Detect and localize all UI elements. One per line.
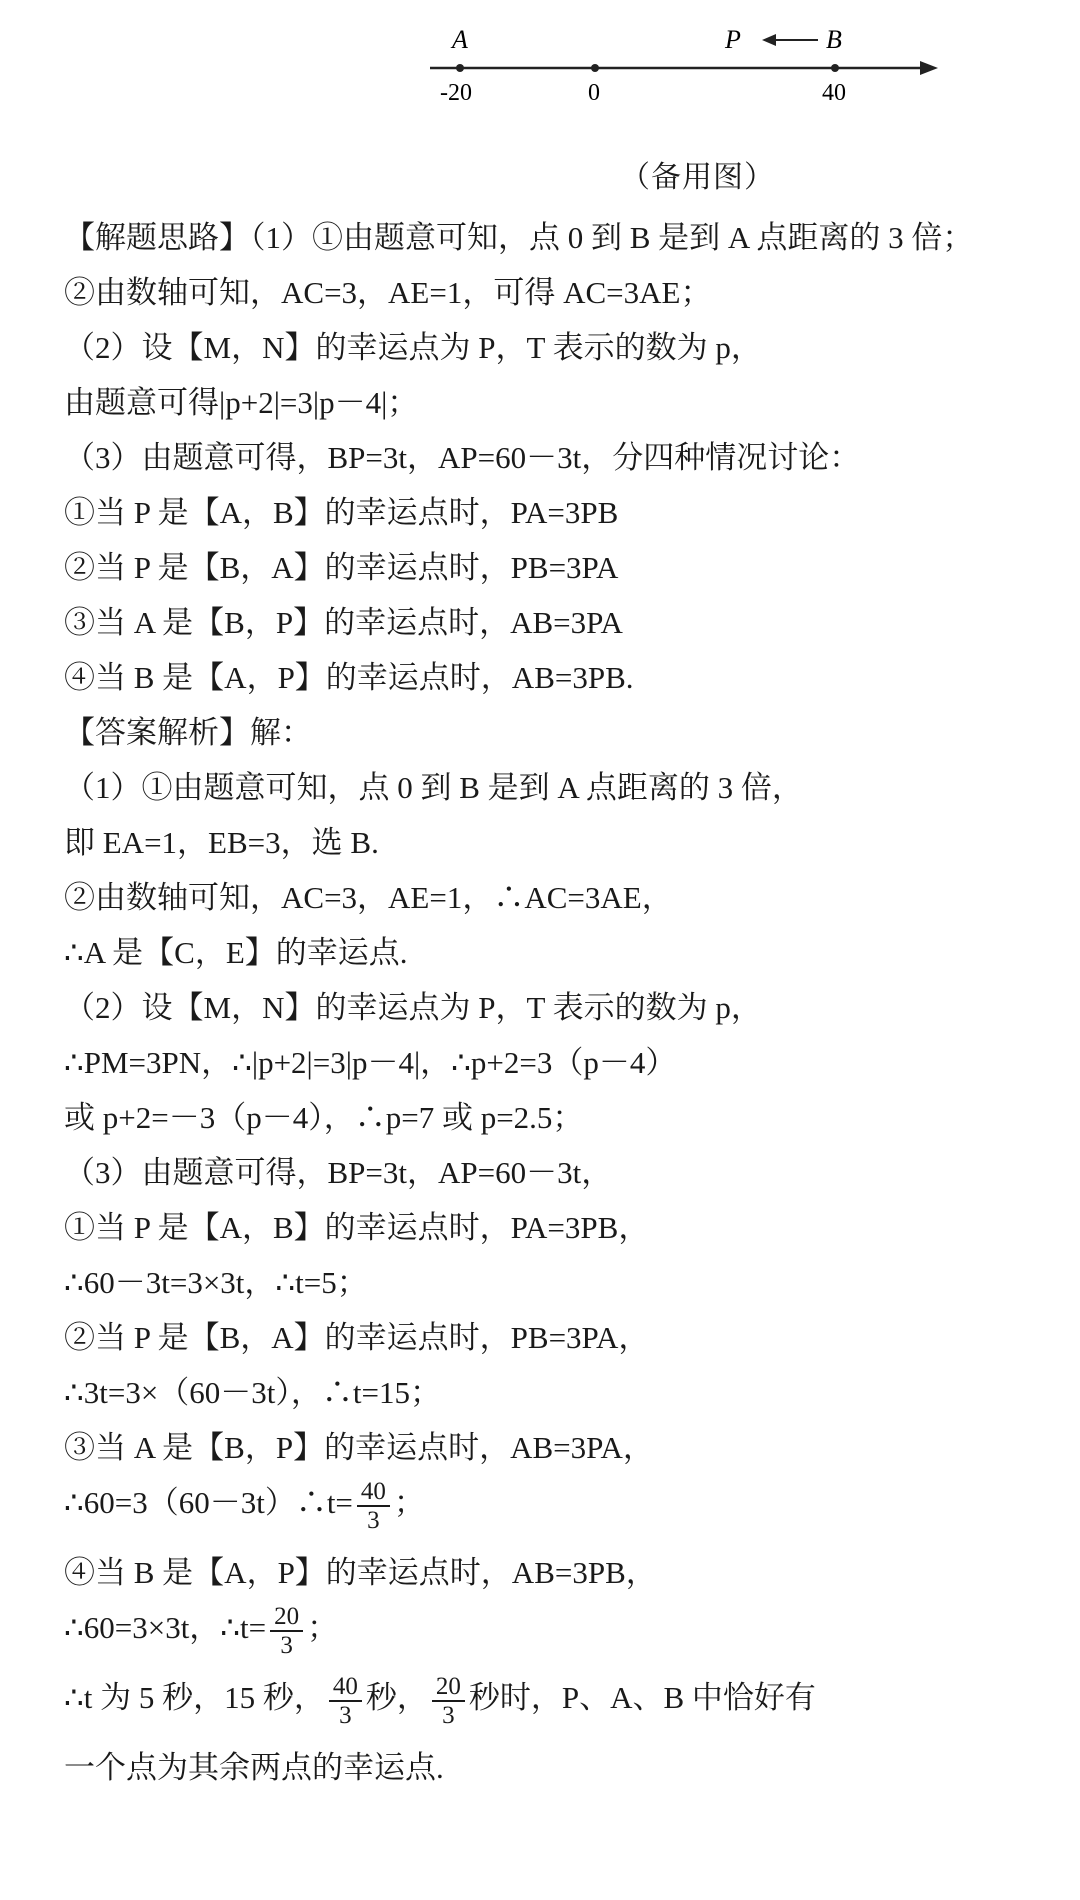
axis-arrowhead — [920, 61, 938, 75]
text-line-with-fraction — [64, 1670, 1054, 1740]
text-line: （3）由题意可得，BP=3t，AP=60－3t， — [64, 1155, 613, 1190]
text-line: ③当 A 是【B，P】的幸运点时，AB=3PA — [64, 605, 623, 640]
fraction — [329, 1673, 362, 1729]
text-line: 即 EA=1，EB=3，选 B. — [64, 825, 379, 860]
line-prefix: ∴t 为 5 秒，15 秒， — [64, 1680, 325, 1715]
tick-label-b: 40 — [822, 80, 846, 106]
tick-label-origin: 0 — [588, 80, 600, 106]
point-b-dot — [831, 64, 839, 72]
line-middle: 秒， — [365, 1680, 428, 1715]
point-origin-dot — [591, 64, 599, 72]
text-line: （1）①由题意可知，点 0 到 B 是到 A 点距离的 3 倍， — [64, 770, 803, 805]
number-line-figure — [420, 20, 960, 120]
text-line: ④当 B 是【A，P】的幸运点时，AB=3PB. — [64, 660, 634, 695]
text-line: ②当 P 是【B，A】的幸运点时，PB=3PA — [64, 550, 619, 585]
text-line: 或 p+2=－3（p－4），∴p=7 或 p=2.5； — [64, 1100, 584, 1135]
text-line: ①当 P 是【A，B】的幸运点时，PA=3PB， — [64, 1210, 650, 1245]
text-line: ②由数轴可知，AC=3，AE=1，∴AC=3AE， — [64, 880, 673, 915]
text-line: （2）设【M，N】的幸运点为 P，T 表示的数为 p， — [64, 990, 762, 1025]
text-line-with-fraction — [64, 1600, 1054, 1670]
line-prefix: ∴60=3（60－3t）∴t= — [64, 1485, 353, 1520]
text-line: ①当 P 是【A，B】的幸运点时，PA=3PB — [64, 495, 619, 530]
left-arrow-icon — [762, 34, 818, 46]
point-b-label: B — [826, 25, 842, 54]
fraction-numerator: 40 — [329, 1673, 362, 1702]
line-prefix: ∴60=3×3t，∴t= — [64, 1610, 267, 1645]
point-a-dot — [456, 64, 464, 72]
text-line: 一个点为其余两点的幸运点. — [64, 1750, 444, 1785]
text-line: 由题意可得|p+2|=3|p－4|； — [64, 385, 419, 420]
fraction-denominator: 3 — [442, 1701, 455, 1729]
fraction-numerator: 20 — [432, 1673, 465, 1702]
fraction-denominator: 3 — [339, 1701, 352, 1729]
fraction — [432, 1673, 465, 1729]
fraction-numerator: 20 — [270, 1603, 303, 1632]
fraction — [270, 1603, 303, 1659]
text-line-with-fraction — [64, 1475, 1054, 1545]
text-line: ③当 A 是【B，P】的幸运点时，AB=3PA， — [64, 1430, 654, 1465]
line-suffix: 秒时，P、A、B 中恰好有 — [468, 1680, 816, 1715]
text-line: （2）设【M，N】的幸运点为 P，T 表示的数为 p， — [64, 330, 762, 365]
point-a-label: A — [452, 25, 468, 54]
line-suffix: ； — [307, 1610, 339, 1645]
fraction-denominator: 3 — [280, 1631, 293, 1659]
text-line: ∴A 是【C，E】的幸运点. — [64, 935, 408, 970]
fraction-numerator: 40 — [357, 1478, 390, 1507]
fraction-denominator: 3 — [367, 1506, 380, 1534]
text-line: ④当 B 是【A，P】的幸运点时，AB=3PB， — [64, 1555, 657, 1590]
text-line: ②由数轴可知，AC=3，AE=1，可得 AC=3AE； — [64, 275, 712, 310]
text-line: ②当 P 是【B，A】的幸运点时，PB=3PA， — [64, 1320, 650, 1355]
text-line: ∴PM=3PN，∴|p+2|=3|p－4|，∴p+2=3（p－4） — [64, 1045, 677, 1080]
solution-text — [64, 210, 1054, 1795]
text-line: （3）由题意可得，BP=3t，AP=60－3t，分四种情况讨论： — [64, 440, 861, 475]
fraction — [357, 1478, 390, 1534]
line-suffix: ； — [393, 1485, 425, 1520]
text-line: ∴3t=3×（60－3t），∴t=15； — [64, 1375, 442, 1410]
figure-caption: （备用图） — [620, 161, 775, 194]
tick-label-a: -20 — [440, 80, 472, 106]
text-line: ∴60－3t=3×3t，∴t=5； — [64, 1265, 368, 1300]
point-p-label: P — [725, 25, 741, 54]
text-line: 【解题思路】（1）①由题意可知，点 0 到 B 是到 A 点距离的 3 倍； — [64, 220, 974, 255]
answer-heading: 【答案解析】解： — [64, 715, 312, 750]
